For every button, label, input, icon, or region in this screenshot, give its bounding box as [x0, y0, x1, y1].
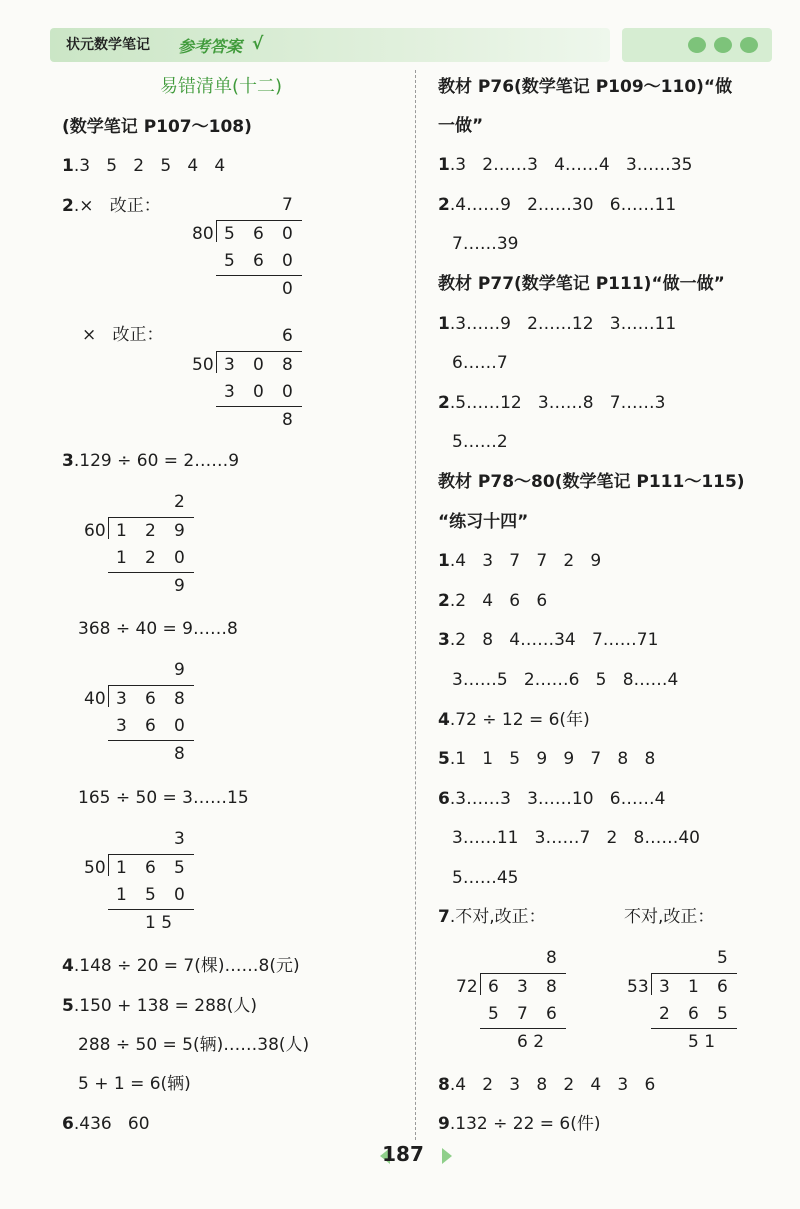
item-number: 2 — [438, 393, 450, 413]
item-number: 6 — [62, 1114, 74, 1134]
answer-text: .148 ÷ 20 = 7(棵)……8(元) — [73, 956, 300, 976]
product-digit: 0 — [282, 251, 293, 271]
answer-3 — [62, 450, 239, 472]
answer-text: .2 8 4……34 7……71 — [449, 630, 659, 650]
answer-1 — [438, 313, 676, 335]
dividend-digit: 9 — [174, 521, 185, 541]
divisor: 40 — [84, 689, 106, 709]
answer-text: .4 2 3 8 2 4 3 6 — [449, 1075, 656, 1095]
dividend-digit: 3 — [224, 355, 235, 375]
answer-2 — [438, 392, 665, 414]
division-bar — [480, 973, 566, 974]
dividend-digit: 6 — [145, 689, 156, 709]
answer-text: .72 ÷ 12 = 6(年) — [449, 710, 590, 730]
answer-2-line2: 7……39 — [452, 234, 519, 254]
product-digit: 5 — [488, 1004, 499, 1024]
answer-3-line2: 368 ÷ 40 = 9……8 — [78, 619, 238, 639]
answer-2-line2: 5……2 — [452, 432, 508, 452]
dividend-digit: 3 — [659, 977, 670, 997]
answer-text: .1 1 5 9 9 7 8 8 — [449, 749, 656, 769]
section-heading-cont: 一做” — [438, 116, 484, 136]
left-title: 易错清单(十二) — [160, 76, 283, 97]
divisor: 72 — [456, 977, 478, 997]
product-digit: 5 — [145, 885, 156, 905]
answer-text: .5……12 3……8 7……3 — [449, 393, 666, 413]
dividend-digit: 5 — [174, 858, 185, 878]
dot-icon — [740, 37, 758, 53]
answer-5 — [62, 995, 257, 1017]
answer-5-line3: 5 + 1 = 6(辆) — [78, 1074, 191, 1094]
answer-1 — [438, 154, 692, 176]
product-digit: 7 — [517, 1004, 528, 1024]
quotient: 6 — [282, 326, 293, 346]
long-division — [192, 195, 302, 305]
item-number: 5 — [62, 996, 74, 1016]
item-number: 6 — [438, 789, 450, 809]
remainder: 8 — [282, 410, 293, 430]
answer-3-line2: 3……5 2……6 5 8……4 — [452, 670, 679, 690]
subtraction-line — [108, 572, 194, 573]
dividend-digit: 1 — [116, 521, 127, 541]
section-heading: 教材 P78～80(数学笔记 P111～115) — [438, 472, 745, 492]
product-digit: 0 — [282, 382, 293, 402]
product-digit: 0 — [174, 885, 185, 905]
dividend-digit: 6 — [253, 224, 264, 244]
long-division — [192, 326, 302, 436]
item-number: 4 — [438, 710, 450, 730]
answer-2 — [62, 195, 161, 217]
division-bracket — [216, 351, 217, 373]
division-bar — [216, 351, 302, 352]
item-number: 2 — [438, 591, 450, 611]
left-ref: (数学笔记 P107～108) — [62, 117, 252, 137]
remainder: 1 5 — [145, 913, 173, 933]
column-divider — [415, 70, 416, 1140]
remainder: 6 2 — [517, 1032, 545, 1052]
product-digit: 2 — [145, 548, 156, 568]
subtraction-line — [216, 275, 302, 276]
answer-text: .3 5 2 5 4 4 — [73, 156, 226, 176]
division-bar — [108, 685, 194, 686]
answer-3-line3: 165 ÷ 50 = 3……15 — [78, 788, 249, 808]
answer-2 — [438, 590, 547, 612]
item-number: 7 — [438, 907, 450, 927]
product-digit: 5 — [717, 1004, 728, 1024]
answer-5 — [438, 748, 655, 770]
subtraction-line — [216, 406, 302, 407]
long-division — [84, 660, 194, 770]
item-number: 9 — [438, 1114, 450, 1134]
answer-2 — [438, 194, 676, 216]
answer-6 — [62, 1113, 150, 1135]
dividend-digit: 1 — [688, 977, 699, 997]
item-number: 5 — [438, 749, 450, 769]
product-digit: 5 — [224, 251, 235, 271]
answer-4 — [62, 955, 300, 977]
remainder: 8 — [174, 744, 185, 764]
answer-7-second: 不对,改正： — [624, 907, 715, 927]
division-bar — [651, 973, 737, 974]
division-bracket — [108, 854, 109, 876]
product-digit: 1 — [116, 885, 127, 905]
dividend-digit: 3 — [517, 977, 528, 997]
product-digit: 1 — [116, 548, 127, 568]
division-bar — [108, 517, 194, 518]
dividend-digit: 8 — [546, 977, 557, 997]
long-division — [627, 948, 737, 1058]
subtraction-line — [108, 909, 194, 910]
long-division — [84, 492, 194, 602]
divisor: 50 — [192, 355, 214, 375]
answer-text: .不对,改正： — [449, 907, 546, 927]
division-bracket — [216, 220, 217, 242]
item-number: 4 — [62, 956, 74, 976]
divisor: 50 — [84, 858, 106, 878]
answer-text: .3 2……3 4……4 3……35 — [449, 155, 693, 175]
triangle-right-icon — [442, 1148, 452, 1164]
product-digit: 3 — [116, 716, 127, 736]
dividend-digit: 0 — [253, 355, 264, 375]
divisor: 60 — [84, 521, 106, 541]
subtraction-line — [480, 1028, 566, 1029]
dividend-digit: 6 — [488, 977, 499, 997]
answer-text: .3……9 2……12 3……11 — [449, 314, 677, 334]
answer-6 — [438, 788, 665, 810]
division-bar — [216, 220, 302, 221]
product-digit: 3 — [224, 382, 235, 402]
item-number: 3 — [438, 630, 450, 650]
answer-2-second: × 改正： — [82, 325, 164, 345]
item-number: 1 — [438, 551, 450, 571]
product-digit: 6 — [546, 1004, 557, 1024]
answer-4 — [438, 709, 590, 731]
section-heading-cont: “练习十四” — [438, 512, 529, 532]
division-bracket — [651, 973, 652, 995]
long-division — [456, 948, 566, 1058]
dot-icon — [714, 37, 732, 53]
divisor: 53 — [627, 977, 649, 997]
dividend-digit: 5 — [224, 224, 235, 244]
answer-6-line2: 3……11 3……7 2 8……40 — [452, 828, 700, 848]
answer-text: .3……3 3……10 6……4 — [449, 789, 666, 809]
dividend-digit: 6 — [145, 858, 156, 878]
division-bracket — [108, 517, 109, 539]
product-digit: 2 — [659, 1004, 670, 1024]
dividend-digit: 3 — [116, 689, 127, 709]
product-digit: 6 — [688, 1004, 699, 1024]
answer-text: .4 3 7 7 2 9 — [449, 551, 602, 571]
quotient: 2 — [174, 492, 185, 512]
dividend-digit: 2 — [145, 521, 156, 541]
product-digit: 6 — [253, 251, 264, 271]
subtraction-line — [108, 740, 194, 741]
divisor: 80 — [192, 224, 214, 244]
answer-text: .4……9 2……30 6……11 — [449, 195, 677, 215]
dividend-digit: 8 — [174, 689, 185, 709]
product-digit: 0 — [174, 548, 185, 568]
product-digit: 0 — [253, 382, 264, 402]
dot-icon — [688, 37, 706, 53]
answer-text: .132 ÷ 22 = 6(件) — [449, 1114, 601, 1134]
answer-text: .× 改正： — [73, 196, 161, 216]
dividend-digit: 8 — [282, 355, 293, 375]
section-title: 参考答案 — [178, 37, 243, 56]
answer-text: .2 4 6 6 — [449, 591, 548, 611]
remainder: 0 — [282, 279, 293, 299]
page-number: 187 — [382, 1142, 424, 1166]
answer-7 — [438, 906, 546, 928]
dividend-digit: 1 — [116, 858, 127, 878]
subtraction-line — [651, 1028, 737, 1029]
division-bracket — [480, 973, 481, 995]
answer-1 — [438, 550, 601, 572]
answer-8 — [438, 1074, 655, 1096]
product-digit: 6 — [145, 716, 156, 736]
answer-text: .150 + 138 = 288(人) — [73, 996, 257, 1016]
remainder: 9 — [174, 576, 185, 596]
dividend-digit: 0 — [282, 224, 293, 244]
remainder: 5 1 — [688, 1032, 716, 1052]
book-title: 状元数学笔记 — [66, 37, 150, 53]
item-number: 1 — [438, 314, 450, 334]
answer-text: .129 ÷ 60 = 2……9 — [73, 451, 240, 471]
long-division — [84, 829, 194, 939]
answer-text: .436 60 — [73, 1114, 150, 1134]
section-heading: 教材 P77(数学笔记 P111)“做一做” — [438, 274, 725, 294]
quotient: 5 — [717, 948, 728, 968]
item-number: 8 — [438, 1075, 450, 1095]
product-digit: 0 — [174, 716, 185, 736]
division-bar — [108, 854, 194, 855]
item-number: 2 — [438, 195, 450, 215]
answer-3 — [438, 629, 658, 651]
check-icon: √ — [252, 34, 264, 54]
quotient: 7 — [282, 195, 293, 215]
item-number: 1 — [62, 156, 74, 176]
quotient: 8 — [546, 948, 557, 968]
item-number: 3 — [62, 451, 74, 471]
answer-1 — [62, 155, 225, 177]
quotient: 9 — [174, 660, 185, 680]
answer-9 — [438, 1113, 601, 1135]
section-heading: 教材 P76(数学笔记 P109～110)“做 — [438, 77, 733, 97]
item-number: 2 — [62, 196, 74, 216]
quotient: 3 — [174, 829, 185, 849]
answer-6-line3: 5……45 — [452, 868, 519, 888]
answer-5-line2: 288 ÷ 50 = 5(辆)……38(人) — [78, 1035, 310, 1055]
division-bracket — [108, 685, 109, 707]
dividend-digit: 6 — [717, 977, 728, 997]
answer-1-line2: 6……7 — [452, 353, 508, 373]
item-number: 1 — [438, 155, 450, 175]
